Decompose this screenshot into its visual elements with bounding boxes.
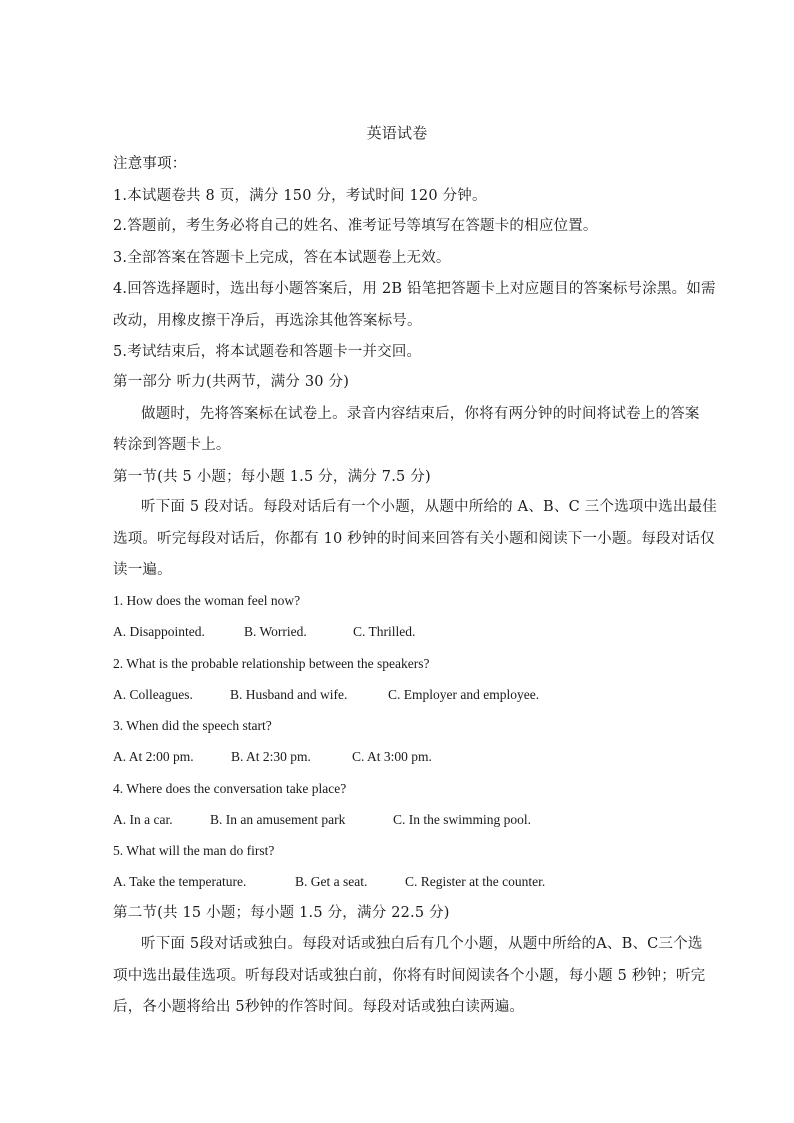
section1-instruction-line-3: 读一遍。 (113, 562, 172, 578)
section1-heading: 第一节(共 5 小题；每小题 1.5 分，满分 7.5 分) (113, 469, 431, 485)
question-2: 2. What is the probable relationship between the speakers? (113, 656, 430, 671)
question-5: 5. What will the man do first? (113, 843, 275, 858)
option-a: A. At 2:00 pm. (113, 749, 194, 764)
option-a: A. Take the temperature. (113, 874, 247, 889)
option-a: A. In a car. (113, 812, 173, 827)
option-b: B. Husband and wife. (230, 687, 348, 702)
option-b: B. In an amusement park (210, 812, 346, 827)
section2-heading: 第二节(共 15 小题；每小题 1.5 分，满分 22.5 分) (113, 905, 450, 921)
option-b: B. Get a seat. (295, 874, 368, 889)
notice-heading: 注意事项： (113, 156, 187, 172)
option-b: B. At 2:30 pm. (231, 749, 311, 764)
option-c: C. Register at the counter. (405, 874, 546, 889)
option-c: C. In the swimming pool. (393, 812, 531, 827)
option-a: A. Disappointed. (113, 624, 205, 639)
part1-heading: 第一部分 听力(共两节，满分 30 分) (113, 374, 350, 390)
part1-instruction-line-2: 转涂到答题卡上。 (113, 437, 231, 453)
question-1: 1. How does the woman feel now? (113, 593, 301, 608)
notice-item-4-cont: 改动，用橡皮擦干净后，再选涂其他答案标号。 (113, 313, 422, 329)
section1-instruction-line-1: 听下面 5 段对话。每段对话后有一个小题，从题中所给的 A、B、C 三个选项中选出最佳 (141, 499, 717, 515)
notice-item-4: 4.回答选择题时，选出每小题答案后，用 2B 铅笔把答题卡上对应题目的答案标号涂黑。如需 (113, 281, 716, 297)
page-title: 英语试卷 (366, 124, 428, 142)
notice-item-1: 1.本试题卷共 8 页，满分 150 分，考试时间 120 分钟。 (113, 188, 487, 204)
option-a: A. Colleagues. (113, 687, 193, 702)
section1-instruction-line-2: 选项。听完每段对话后，你都有 10 秒钟的时间来回答有关小题和阅读下一小题。每段对话仅 (113, 531, 715, 547)
option-c: C. At 3:00 pm. (352, 749, 432, 764)
notice-item-5: 5.考试结束后，将本试题卷和答题卡一并交回。 (113, 344, 422, 360)
option-c: C. Thrilled. (353, 624, 416, 639)
section2-instruction-line-3: 后，各小题将给出 5秒钟的作答时间。每段对话或独白读两遍。 (113, 999, 525, 1015)
notice-item-2: 2.答题前，考生务必将自己的姓名、准考证号等填写在答题卡的相应位置。 (113, 218, 598, 234)
option-c: C. Employer and employee. (388, 687, 540, 702)
question-3: 3. When did the speech start? (113, 718, 272, 733)
option-b: B. Worried. (244, 624, 307, 639)
notice-item-3: 3.全部答案在答题卡上完成，答在本试题卷上无效。 (113, 250, 451, 266)
part1-instruction-line-1: 做题时，先将答案标在试卷上。录音内容结束后，你将有两分钟的时间将试卷上的答案 (141, 406, 700, 422)
question-4: 4. Where does the conversation take place? (113, 781, 347, 796)
section2-instruction-line-2: 项中选出最佳选项。听每段对话或独白前，你将有时间阅读各个小题，每小题 5 秒钟；听完 (113, 968, 706, 984)
section2-instruction-line-1: 听下面 5段对话或独白。每段对话或独白后有几个小题，从题中所给的A、B、C三个选 (141, 936, 703, 952)
